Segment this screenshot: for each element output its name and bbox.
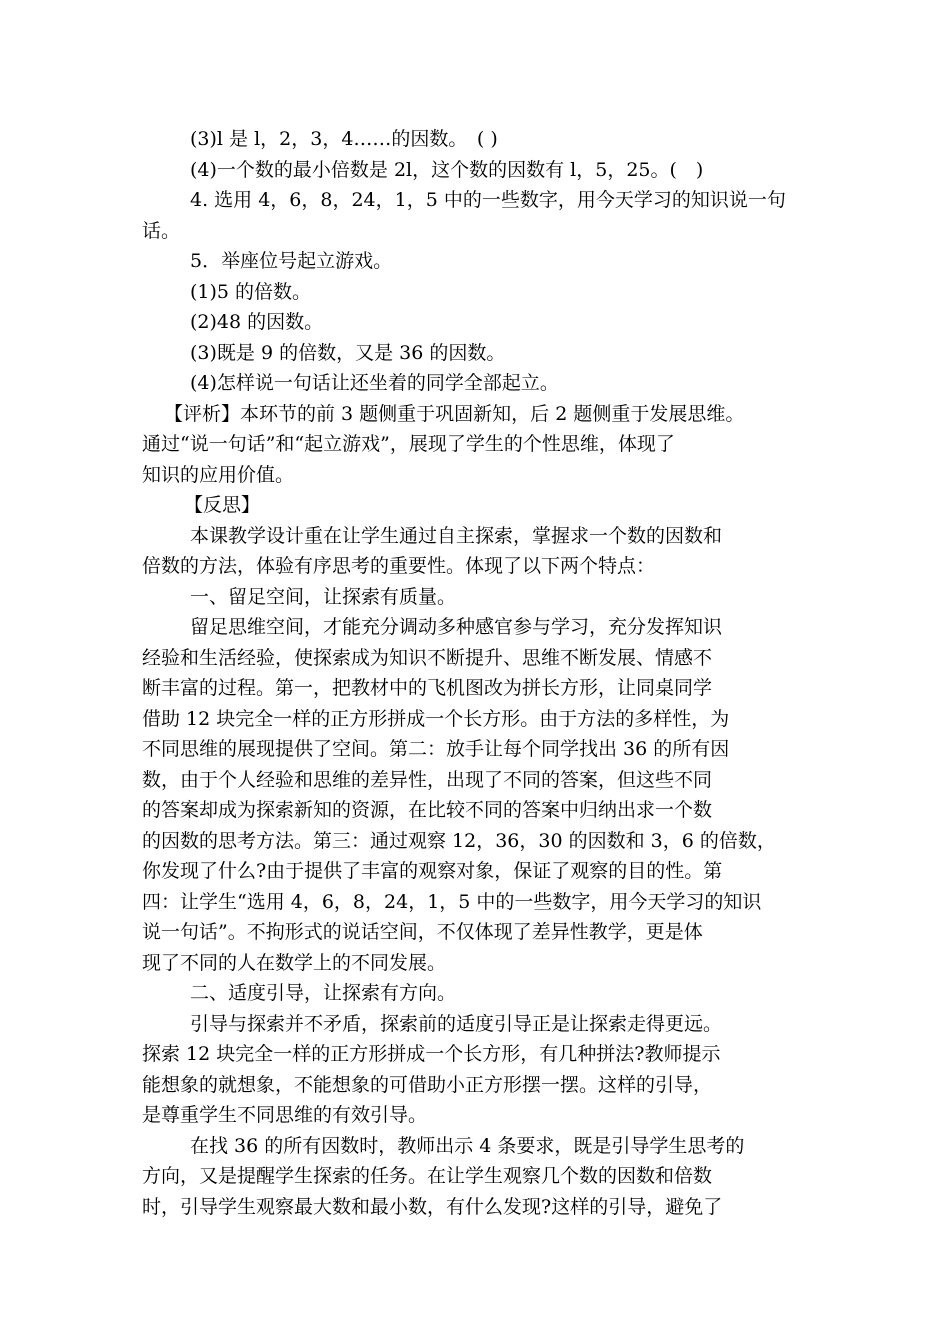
text-line-t5q2: (2)48 的因数。 <box>190 311 324 333</box>
text-line-q3: (3)l 是 l，2，3，4……的因数。 ( ) <box>190 128 498 150</box>
text-line-p1h: 的因数的思考方法。第三：通过观察 12，36，30 的因数和 3，6 的倍数， <box>142 829 776 852</box>
document-page <box>142 124 812 1222</box>
text-line-eval3: 知识的应用价值。 <box>142 463 295 486</box>
text-line-h1: 一、留足空间，让探索有质量。 <box>190 585 457 608</box>
text-line-task5: 5．举座位号起立游戏。 <box>190 250 393 272</box>
text-line-task4a: 4. 选用 4，6，8，24，1，5 中的一些数字，用今天学习的知识说一句 <box>190 189 786 211</box>
text-line-t5q4: (4)怎样说一句话让还坐着的同学全部起立。 <box>190 372 559 394</box>
text-line-p2a: 引导与探索并不矛盾，探索前的适度引导正是让探索走得更远。 <box>190 1012 723 1035</box>
text-line-p2b: 探索 12 块完全一样的正方形拼成一个长方形，有几种拼法?教师提示 <box>142 1043 721 1065</box>
text-line-p1a: 留足思维空间，才能充分调动多种感官参与学习，充分发挥知识 <box>190 616 723 638</box>
text-line-p1e: 不同思维的展现提供了空间。第二：放手让每个同学找出 36 的所有因 <box>142 738 730 760</box>
text-line-eval2: 通过“说一句话”和“起立游戏”，展现了学生的个性思维，体现了 <box>142 433 675 455</box>
text-line-h2: 二、适度引导，让探索有方向。 <box>190 982 457 1004</box>
text-line-q4: (4)一个数的最小倍数是 2l，这个数的因数有 l，5，25。( ) <box>190 158 704 181</box>
text-line-t5q1: (1)5 的倍数。 <box>190 280 312 303</box>
text-line-p3b: 方向，又是提醒学生探索的任务。在让学生观察几个数的因数和倍数 <box>142 1165 713 1187</box>
text-line-p1c: 断丰富的过程。第一，把教材中的飞机图改为拼长方形，让同桌同学 <box>142 677 713 699</box>
text-line-p2d: 是尊重学生不同思维的有效引导。 <box>142 1104 428 1126</box>
text-line-p3c: 时，引导学生观察最大数和最小数，有什么发现?这样的引导，避免了 <box>142 1195 723 1218</box>
text-line-p1i: 你发现了什么?由于提供了丰富的观察对象，保证了观察的目的性。第 <box>142 860 723 882</box>
text-line-p2c: 能想象的就想象，不能想象的可借助小正方形摆一摆。这样的引导， <box>142 1073 713 1096</box>
text-line-p1f: 数，由于个人经验和思维的差异性，出现了不同的答案，但这些不同 <box>142 768 713 791</box>
text-line-p1d: 借助 12 块完全一样的正方形拼成一个长方形。由于方法的多样性，为 <box>142 707 730 730</box>
text-line-p3a: 在找 36 的所有因数时，教师出示 4 条要求，既是引导学生思考的 <box>190 1134 745 1157</box>
text-line-p1g: 的答案却成为探索新知的资源，在比较不同的答案中归纳出求一个数 <box>142 799 713 821</box>
text-line-fansi: 【反思】 <box>184 494 261 516</box>
text-line-p1b: 经验和生活经验，使探索成为知识不断提升、思维不断发展、情感不 <box>142 646 713 669</box>
text-line-p1j: 四：让学生“选用 4，6，8，24，1，5 中的一些数字，用今天学习的知识 <box>142 890 762 913</box>
text-line-task4b: 话。 <box>142 219 181 242</box>
text-line-r1: 本课教学设计重在让学生通过自主探索，掌握求一个数的因数和 <box>190 524 723 547</box>
text-line-p1k: 说一句话”。不拘形式的说话空间，不仅体现了差异性教学，更是体 <box>142 921 703 943</box>
text-line-p1l: 现了不同的人在数学上的不同发展。 <box>142 951 447 974</box>
text-line-t5q3: (3)既是 9 的倍数，又是 36 的因数。 <box>190 341 506 364</box>
text-line-eval1: 【评析】本环节的前 3 题侧重于巩固新知，后 2 题侧重于发展思维。 <box>164 402 745 425</box>
text-line-r2: 倍数的方法，体验有序思考的重要性。体现了以下两个特点： <box>142 555 656 577</box>
